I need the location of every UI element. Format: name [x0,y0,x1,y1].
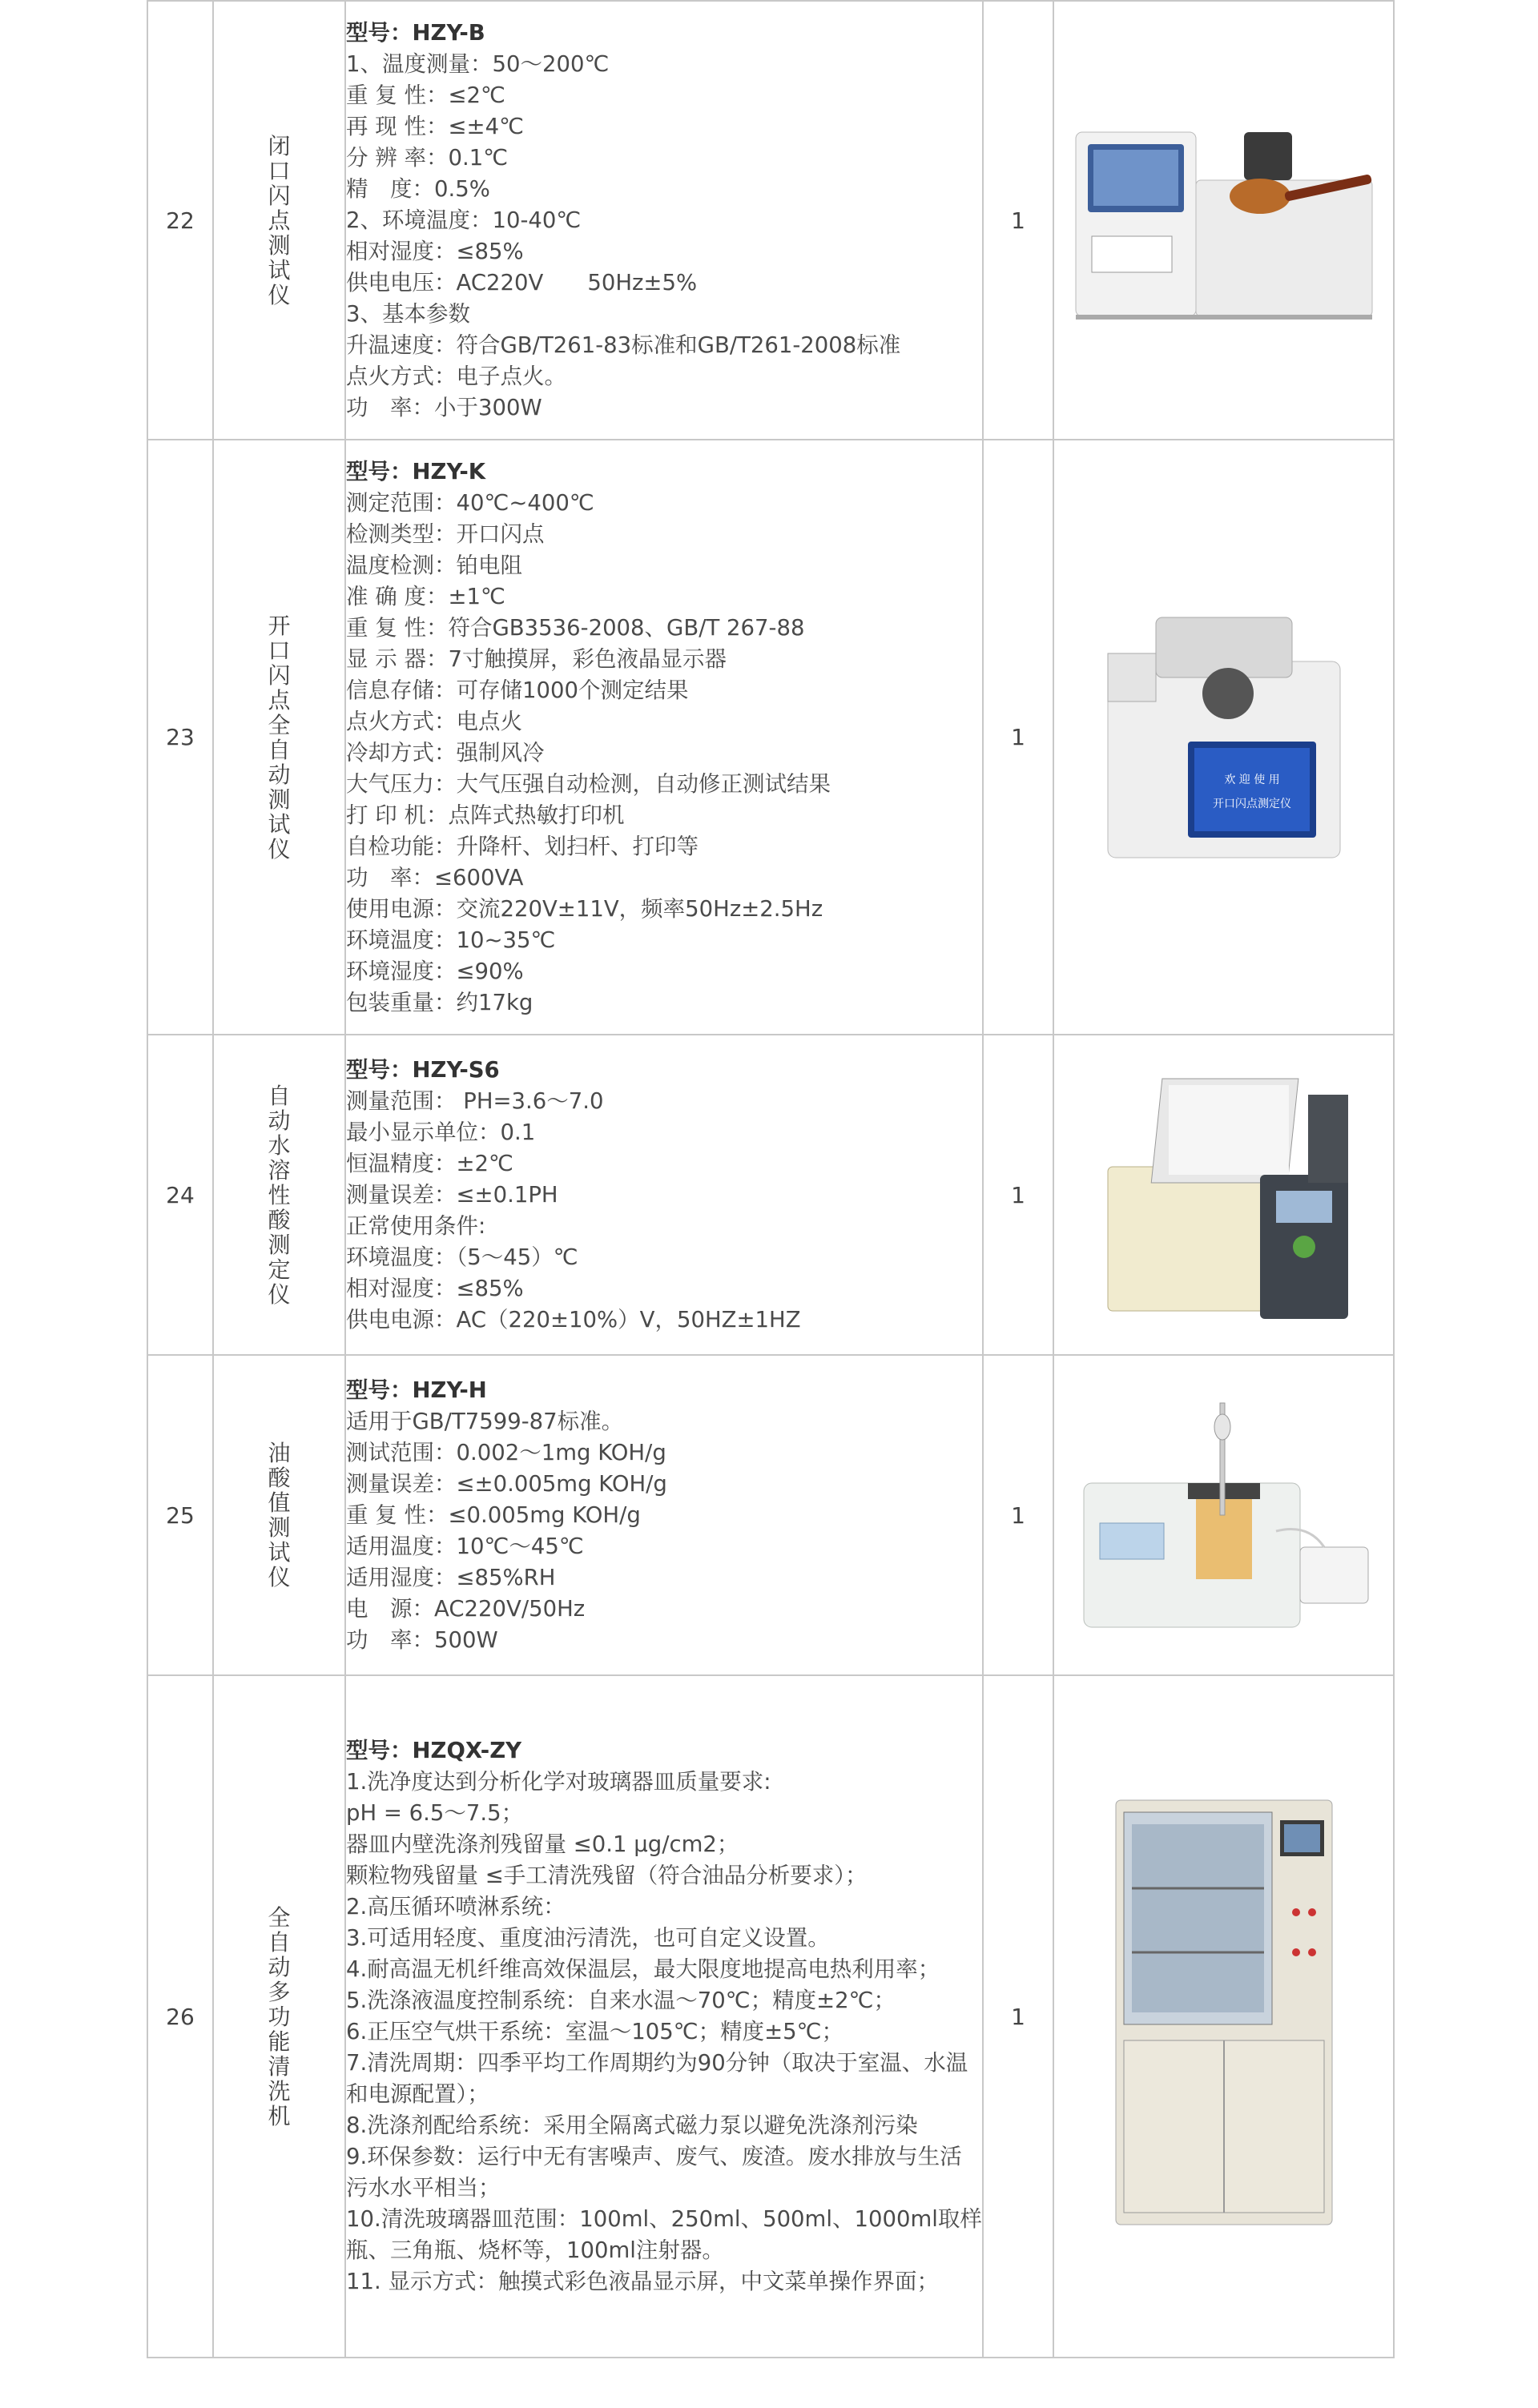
spec-line: 功 率：≤600VA [346,864,524,890]
spec-line: 点火方式：电子点火。 [346,363,566,389]
row-number: 24 [147,1035,213,1355]
spec-line: 最小显示单位：0.1 [346,1119,536,1145]
spec-cell [345,1355,983,1675]
quantity: 1 [983,440,1053,1035]
spec-line: 点火方式：电点火 [346,708,522,734]
spec-line: 环境温度：10~35℃ [346,927,556,953]
row-number: 23 [147,440,213,1035]
spec-line: 3、基本参数 [346,300,470,327]
table-row [147,1035,1394,1355]
spec-line: 电 源：AC220V/50Hz [346,1595,586,1622]
spec-cell [345,440,983,1035]
product-name: 自动水溶性酸测定仪 [268,1082,291,1308]
spec-line: 适用于GB/T7599-87标准。 [346,1408,624,1434]
spec-table [147,0,1395,2358]
spec-line: 9.环保参数：运行中无有害噪声、废气、废渣。废水排放与生活污水水平相当； [346,2144,962,2201]
table-row [147,1,1394,440]
acid-value-tester-photo [1068,1395,1380,1635]
product-name: 开口闪点全自动测试仪 [268,612,291,862]
row-number: 22 [147,1,213,440]
quantity: 1 [983,1355,1053,1675]
spec-line: 1.洗净度达到分析化学对玻璃器皿质量要求: [346,1769,771,1795]
spec-line: 温度检测：铂电阻 [346,552,522,578]
quantity: 1 [983,1035,1053,1355]
model-number: 型号：HZY-B [346,19,485,46]
row-number: 25 [147,1355,213,1675]
spec-line: 8.洗涤剂配给系统：采用全隔离式磁力泵以避免洗涤剂污染 [346,2113,918,2138]
spec-line: 7.清洗周期：四季平均工作周期约为90分钟（取决于室温、水温和电源配置）； [346,2050,968,2107]
spec-line: 重 复 性：≤0.005mg KOH/g [346,1501,641,1528]
svg-text:欢 迎 使 用: 欢 迎 使 用 [1223,773,1280,786]
spec-line: 包装重量：约17kg [346,989,533,1015]
model-number: 型号：HZY-K [346,458,486,484]
spec-line: 6.正压空气烘干系统：室温～105℃；精度±5℃； [346,2019,844,2044]
spec-line: 功 率：500W [346,1626,498,1653]
spec-line: 3.可适用轻度、重度油污清洗，也可自定义设置。 [346,1925,830,1951]
water-soluble-acid-tester-photo [1092,1063,1356,1327]
spec-line: 颗粒物残留量 ≤手工清洗残留（符合油品分析要求）； [346,1863,868,1888]
row-number: 26 [147,1675,213,2358]
spec-line: 准 确 度：±1℃ [346,583,505,609]
spec-line: 1、温度测量：50～200℃ [346,50,610,77]
model-number: 型号：HZQX-ZY [346,1738,522,1763]
spec-line: 2.高压循环喷淋系统： [346,1894,566,1920]
table-row [147,1675,1394,2358]
spec-line: 2、环境温度：10-40℃ [346,207,582,233]
spec-line: 自检功能：升降杆、划扫杆、打印等 [346,833,699,859]
model-number: 型号：HZY-S6 [346,1056,500,1083]
spec-line: 供电电压：AC220V 50Hz±5% [346,269,698,295]
open-flash-point-tester-photo [1092,605,1356,870]
spec-line: 冷却方式：强制风冷 [346,739,545,766]
spec-line: 11. 显示方式：触摸式彩色液晶显示屏，中文菜单操作界面； [346,2269,939,2294]
spec-line: 相对湿度：≤85% [346,1275,524,1301]
spec-line: 环境湿度：≤90% [346,958,524,984]
product-name: 闭口闪点测试仪 [268,132,291,308]
model-number: 型号：HZY-H [346,1377,487,1403]
quantity: 1 [983,1675,1053,2358]
spec-line: 功 率：小于300W [346,394,542,420]
spec-line: 5.洗涤液温度控制系统：自来水温～70℃；精度±2℃； [346,1988,896,2013]
spec-line: 10.清洗玻璃器皿范围：100ml、250ml、500ml、1000ml取样瓶、三角瓶、烧杯等，100ml注射器。 [346,2206,982,2263]
spec-line: 信息存储：可存储1000个测定结果 [346,677,689,703]
table-row [147,440,1394,1035]
spec-line: 再 现 性：≤±4℃ [346,113,524,139]
spec-line: 大气压力：大气压强自动检测，自动修正测试结果 [346,770,831,797]
spec-line: 打 印 机：点阵式热敏打印机 [346,802,625,828]
spec-line: 适用温度：10℃～45℃ [346,1533,584,1559]
spec-line: 测试范围：0.002～1mg KOH/g [346,1439,666,1465]
spec-line: 重 复 性：≤2℃ [346,82,505,108]
table-row [147,1355,1394,1675]
spec-cell [345,1675,983,2358]
product-name: 全自动多功能清洗机 [268,1903,291,2129]
spec-line: 重 复 性：符合GB3536-2008、GB/T 267-88 [346,614,805,641]
spec-line: 测量范围： PH=3.6～7.0 [346,1087,604,1114]
spec-line: 恒温精度：±2℃ [346,1150,513,1176]
flash-point-tester-photo [1068,116,1380,324]
spec-line: 使用电源：交流220V±11V，频率50Hz±2.5Hz [346,895,823,922]
spec-line: 显 示 器：7寸触摸屏，彩色液晶显示器 [346,645,727,672]
spec-line: 正常使用条件: [346,1212,486,1239]
spec-line: 适用湿度：≤85%RH [346,1564,556,1590]
spec-line: 检测类型：开口闪点 [346,521,545,547]
svg-text:开口闪点测定仪: 开口闪点测定仪 [1212,797,1291,810]
spec-line: 分 辨 率：0.1℃ [346,144,509,171]
spec-cell [345,1,983,440]
spec-line: 测定范围：40℃~400℃ [346,489,594,516]
product-name: 油酸值测试仪 [268,1440,291,1590]
spec-line: 环境温度：（5～45）℃ [346,1244,578,1270]
spec-line: 升温速度：符合GB/T261-83标准和GB/T261-2008标准 [346,332,901,358]
spec-line: 精 度：0.5% [346,175,490,202]
glassware-washer-photo [1108,1792,1340,2241]
spec-line: 测量误差：≤±0.1PH [346,1181,558,1208]
spec-line: pH = 6.5～7.5； [346,1800,524,1826]
spec-line: 4.耐高温无机纤维高效保温层，最大限度地提高电热利用率； [346,1956,940,1982]
spec-line: 相对湿度：≤85% [346,238,524,264]
quantity: 1 [983,1,1053,440]
spec-line: 测量误差：≤±0.005mg KOH/g [346,1470,667,1497]
spec-cell [345,1035,983,1355]
spec-line: 器皿内壁洗涤剂残留量 ≤0.1 μg/cm2； [346,1831,739,1857]
spec-line: 供电电源：AC（220±10%）V，50HZ±1HZ [346,1306,801,1333]
